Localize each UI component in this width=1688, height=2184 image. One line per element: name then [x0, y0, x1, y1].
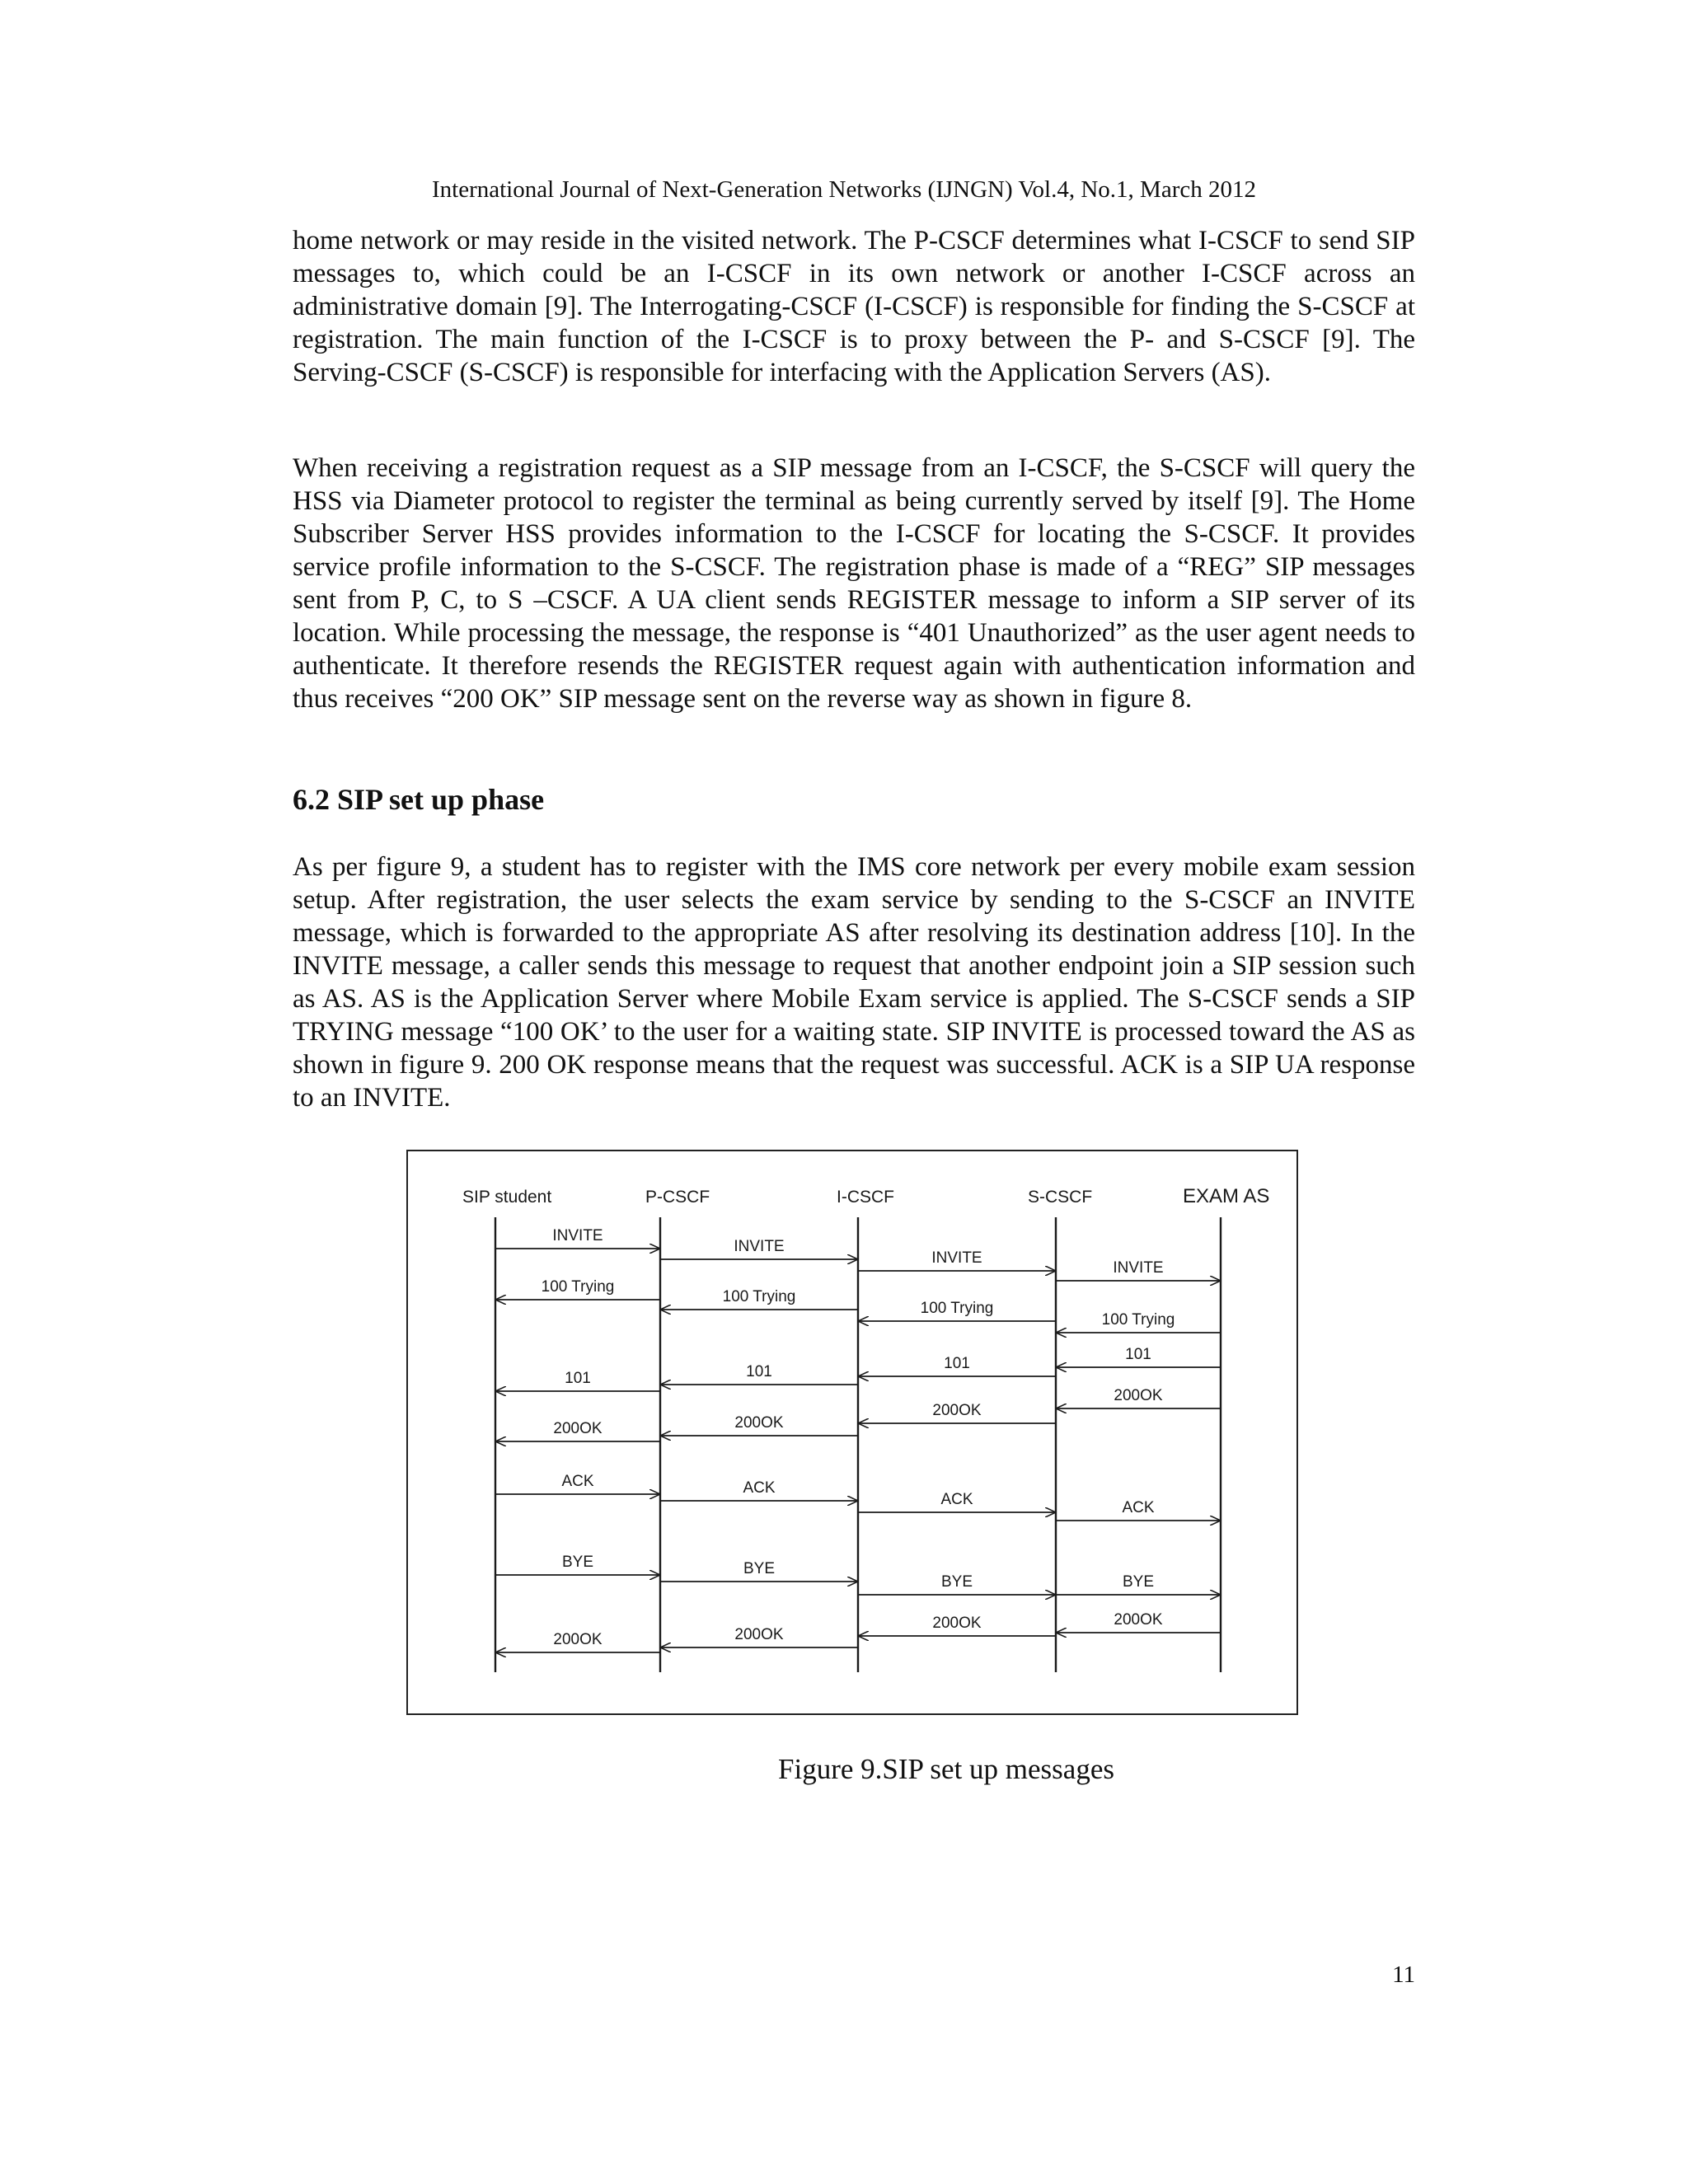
page-number: 11 [1392, 1961, 1415, 1988]
running-header: International Journal of Next-Generation Networks (IJNGN) Vol.4, No.1, March 2012 [431, 176, 1256, 203]
body-paragraph [293, 851, 1415, 1114]
message-label: 200OK [932, 1615, 982, 1632]
message-label: ACK [1122, 1499, 1155, 1516]
message-label: 200OK [553, 1420, 603, 1437]
participant-label: EXAM AS [1183, 1185, 1270, 1207]
message-label: BYE [743, 1560, 776, 1577]
message-label: 100 Trying [722, 1288, 796, 1305]
message-label: 200OK [553, 1631, 603, 1648]
figure-caption: Figure 9.SIP set up messages [778, 1753, 1114, 1785]
message-label: ACK [940, 1491, 973, 1508]
message-label: BYE [940, 1573, 973, 1591]
message-label: INVITE [931, 1249, 982, 1267]
message-label: BYE [561, 1554, 594, 1571]
message-label: 100 Trying [920, 1300, 994, 1317]
message-label: BYE [1122, 1573, 1155, 1591]
sequence-diagram [408, 1151, 1296, 1713]
message-label: 100 Trying [541, 1278, 615, 1296]
message-label: 100 Trying [1101, 1311, 1175, 1329]
body-paragraph [293, 224, 1415, 389]
paragraph-text: home network or may reside in the visited network. The P-CSCF determines what I-CSCF to send SIP messages to, which could be an I-CSCF in its own network or another I-CSCF across an administrative domain [9]. The Interrogating-CSCF (I-CSCF) is responsible for finding the S-CSCF at registration. The main function of the I-CSCF is to proxy between the P- and S-CSCF [9]. The Serving-CSCF (S-CSCF) is responsible for interfacing with the Application Servers (AS). [293, 226, 1415, 387]
sequence-diagram-figure [406, 1150, 1298, 1715]
message-label: INVITE [1113, 1259, 1164, 1277]
participant-label: S-CSCF [1028, 1188, 1093, 1207]
section-heading: 6.2 SIP set up phase [293, 783, 545, 816]
participant-label: P-CSCF [645, 1188, 710, 1207]
message-label: 101 [565, 1370, 591, 1387]
message-label: INVITE [734, 1238, 785, 1255]
message-label: 200OK [1114, 1611, 1163, 1629]
message-label: 101 [746, 1363, 772, 1380]
participant-label: SIP student [462, 1188, 552, 1207]
message-label: 101 [1125, 1346, 1151, 1363]
participant-label: I-CSCF [837, 1188, 894, 1207]
message-label: ACK [561, 1473, 594, 1490]
message-label: 200OK [734, 1414, 784, 1432]
message-label: 200OK [734, 1626, 784, 1643]
message-label: 200OK [1114, 1387, 1163, 1404]
body-paragraph [293, 452, 1415, 715]
message-label: 200OK [932, 1402, 982, 1419]
paragraph-text: When receiving a registration request as a SIP message from an I-CSCF, the S-CSCF will query the HSS via Diameter protocol to register the terminal as being currently served by itself [9]. The Home Subscriber Server HSS provides information to the I-CSCF for locating the S-CSCF. It provides service profile information to the S-CSCF. The registration phase is made of a “REG” SIP messages sent from P, C, to S –CSCF. A UA client sends REGISTER message to inform a SIP server of its location. While processing the message, the response is “401 Unauthorized” as the user agent needs to authenticate. It therefore resends the REGISTER request again with authentication information and thus receives “200 OK” SIP message sent on the reverse way as shown in figure 8. [293, 453, 1415, 714]
message-label: 101 [944, 1355, 970, 1372]
paragraph-text: As per figure 9, a student has to register with the IMS core network per every mobile exam session setup. After registration, the user selects the exam service by sending to the S-CSCF an INVITE message, which is forwarded to the appropriate AS after resolving its destination address [10]. In the INVITE message, a caller sends this message to request that another endpoint join a SIP session such as AS. AS is the Application Server where Mobile Exam service is applied. The S-CSCF sends a SIP TRYING message “100 OK’ to the user for a waiting state. SIP INVITE is processed toward the AS as shown in figure 9. 200 OK response means that the request was successful. ACK is a SIP UA response to an INVITE. [293, 852, 1415, 1113]
message-label: ACK [743, 1479, 776, 1497]
message-label: INVITE [552, 1227, 603, 1244]
